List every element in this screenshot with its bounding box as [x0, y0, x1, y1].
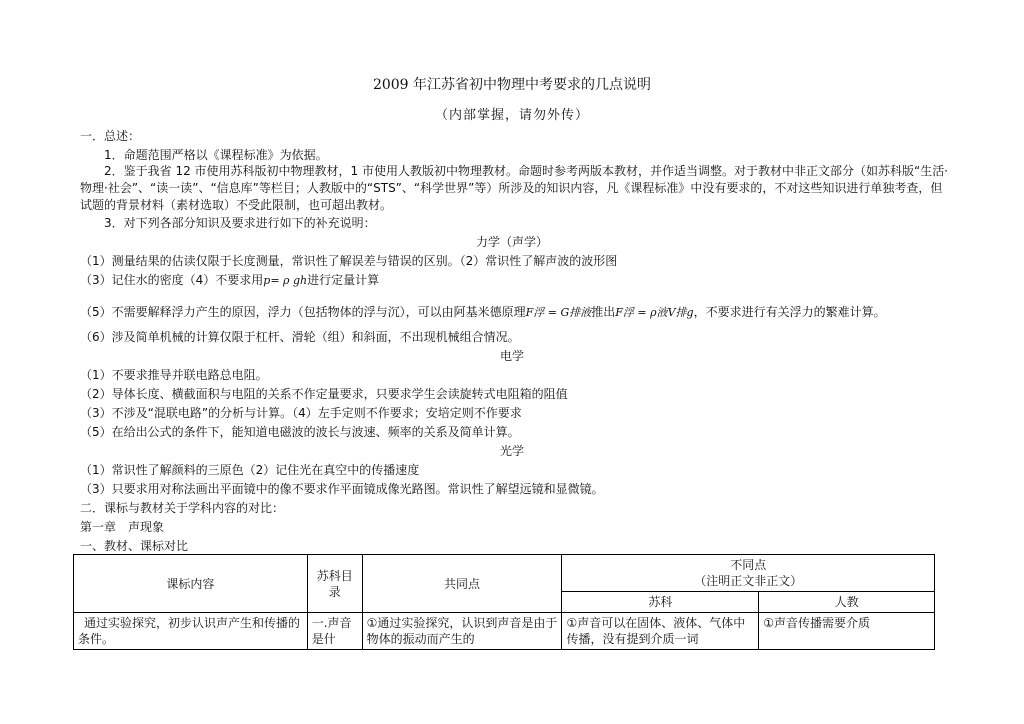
mechanics-line-2-text-b: 进行定量计算	[307, 273, 380, 287]
optics-heading: 光学	[499, 444, 524, 458]
electricity-line-4: （5）在给出公式的条件下，能知道电磁波的波长与波速、频率的关系及简单计算。	[80, 425, 520, 439]
document-title: 2009 年江苏省初中物理中考要求的几点说明	[372, 77, 652, 93]
overview-item-3: 3．对下列各部分知识及要求进行如下的补充说明：	[104, 216, 376, 230]
row-1-su: ①声音可以在固体、液体、气体中传播，没有提到介质一词	[562, 613, 759, 650]
mechanics-line-3-text-b: ，不要求进行有关浮力的繁难计算。	[693, 305, 886, 319]
mechanics-line-4: （6）涉及简单机械的计算仅限于杠杆、滑轮（组）和斜面，不出现机械组合情况。	[80, 330, 520, 344]
mechanics-line-1: （1）测量结果的估读仅限于长度测量，常识性了解误差与错误的区别。（2）常识性了解声波的波形图	[80, 254, 618, 268]
row-1-standard: 通过实验探究，初步认识声产生和传播的条件。	[74, 613, 308, 650]
header-differences-note: （注明正文非正文）	[694, 574, 803, 588]
optics-line-2: （3）只要求用对称法画出平面镜中的像不要求作平面镜成像光路图。常识性了解望远镜和显微镜。	[80, 482, 604, 496]
pressure-formula: p= ρ gh	[263, 274, 308, 287]
mechanics-line-3-text-a: （5）不需要解释浮力产生的原因，浮力（包括物体的浮与沉），可以由阿基米德原理	[80, 305, 526, 319]
header-differences-label: 不同点	[730, 558, 767, 572]
document-subtitle: （内部掌握，请勿外传）	[434, 108, 589, 123]
row-1-common: ①通过实验探究，认识到声音是由于物体的振动而产生的	[362, 613, 562, 650]
mechanics-line-3	[80, 304, 886, 321]
header-common: 共同点	[362, 555, 562, 613]
header-differences	[562, 555, 935, 592]
row-1-ren: ①声音传播需要介质	[759, 613, 935, 650]
table-header-row	[74, 555, 935, 592]
header-ren: 人教	[759, 592, 935, 613]
buoyancy-formula: F浮 = ρ液V排g	[615, 306, 694, 319]
row-1-directory: 一.声音是什	[307, 613, 362, 650]
header-standard: 课标内容	[74, 555, 308, 613]
table-row	[74, 613, 935, 650]
electricity-heading: 电学	[499, 349, 524, 363]
header-su-directory: 苏科目录	[307, 555, 362, 613]
archimedes-formula: F浮 = G排液	[525, 306, 592, 319]
electricity-line-1: （1）不要求推导并联电路总电阻。	[80, 368, 268, 382]
optics-line-1: （1）常识性了解颜料的三原色（2）记住光在真空中的传播速度	[80, 463, 420, 477]
overview-item-2: 2．鉴于我省 12 市使用苏科版初中物理教材，1 市使用人教版初中物理教材。命题时参考两版本教材，并作适当调整。对于教材中非正文部分（如苏科版“生活·物理·社会”、“读一读”、“信息库”等栏目；人教版中的“STS”、“科学世界”等）所涉及的知识内容，凡《课程标准》中没有要求的，不对这些知识进行单独考查，但试题的背景材料（素材选取）不受此限制，也可超出教材。	[80, 164, 949, 212]
comparison-table	[73, 554, 935, 650]
comparison-subheading: 一、教材、课标对比	[80, 539, 189, 553]
mechanics-line-2-text-a: （3）记住水的密度（4）不要求用	[80, 273, 264, 287]
mechanics-line-3-text-m: 推出	[591, 305, 616, 319]
section-2-heading: 二．课标与教材关于学科内容的对比：	[80, 501, 285, 515]
overview-item-1: 1．命题范围严格以《课程标准》为依据。	[104, 148, 328, 162]
electricity-line-2: （2）导体长度、横截面积与电阻的关系不作定量要求，只要求学生会读旋转式电阻箱的阻值	[80, 387, 568, 401]
mechanics-heading: 力学（声学）	[475, 235, 548, 249]
electricity-line-3: （3）不涉及“混联电路”的分析与计算。（4）左手定则不作要求；安培定则不作要求	[80, 406, 522, 420]
chapter-heading: 第一章 声现象	[80, 520, 165, 534]
overview-heading: 一．总述：	[80, 129, 141, 143]
header-su: 苏科	[562, 592, 759, 613]
mechanics-line-2	[80, 272, 379, 289]
